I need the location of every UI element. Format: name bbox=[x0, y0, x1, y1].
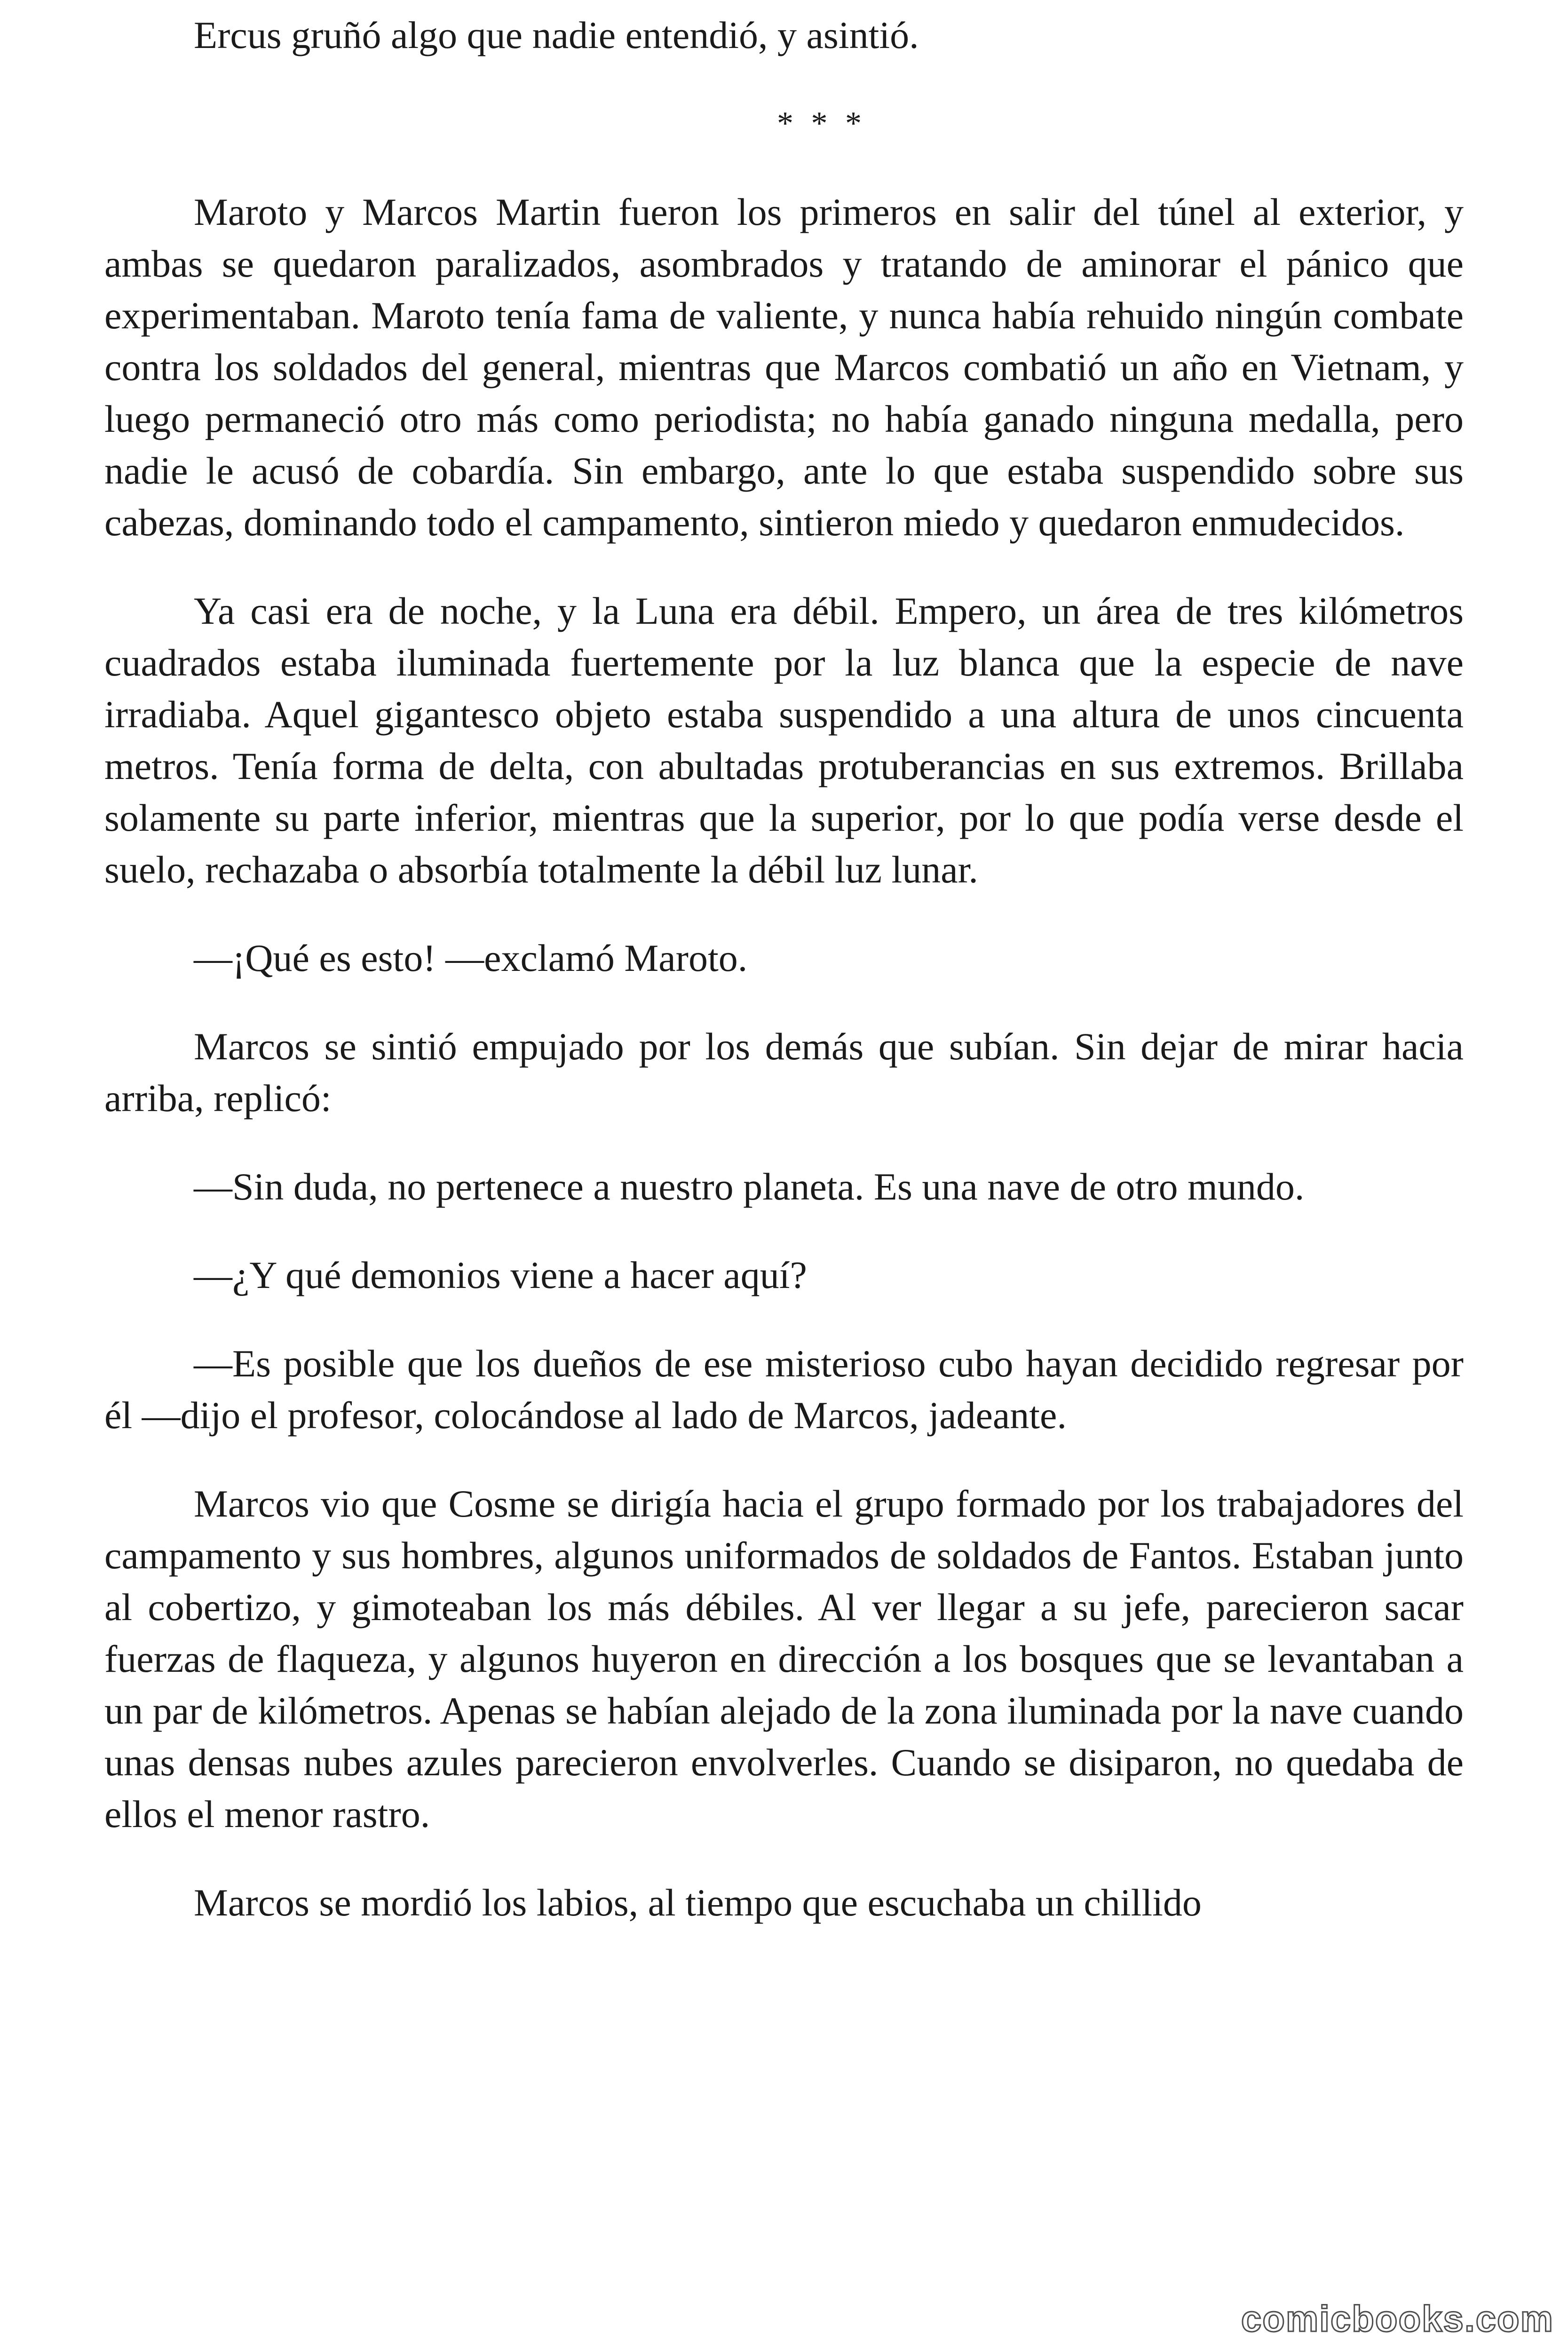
paragraph-1: Ercus gruñó algo que nadie entendió, y asintió. bbox=[194, 14, 919, 56]
scene-break: * * * bbox=[777, 105, 866, 142]
paragraph-5: Marcos se sintió empujado por los demás que subían. Sin dejar de mirar hacia arriba, replicó: bbox=[104, 1025, 1464, 1120]
paragraph-7: —¿Y qué demonios viene a hacer aquí? bbox=[194, 1254, 807, 1296]
watermark: comicbooks.com bbox=[1241, 2298, 1554, 2339]
paragraph-2: Maroto y Marcos Martin fueron los primeros en salir del túnel al exterior, y ambas se quedaron paralizados, asombrados y tratando de aminorar el pánico que experimentaban. Maroto tenía fama de valiente, y nunca había rehuido ningún combate contra los soldados del general, mientras que Marcos combatió un año en Vietnam, y luego permaneció otro más como periodista; no había ganado ninguna medalla, pero nadie le acusó de cobardía. Sin embargo, ante lo que estaba suspendido sobre sus cabezas, dominando todo el campamento, sintieron miedo y quedaron enmudecidos. bbox=[104, 191, 1464, 544]
paragraph-8: —Es posible que los dueños de ese misterioso cubo hayan decidido regresar por él —dijo el profesor, colocándose al lado de Marcos, jadeante. bbox=[104, 1342, 1464, 1437]
paragraph-6: —Sin duda, no pertenece a nuestro planeta. Es una nave de otro mundo. bbox=[194, 1165, 1305, 1208]
paragraph-9: Marcos vio que Cosme se dirigía hacia el grupo formado por los trabajadores del campamento y sus hombres, algunos uniformados de soldados de Fantos. Estaban junto al cobertizo, y gimoteaban los más débiles. Al ver llegar a su jefe, parecieron sacar fuerzas de flaqueza, y algunos huyeron en dirección a los bosques que se levantaban a un par de kilómetros. Apenas se habían alejado de la zona iluminada por la nave cuando unas densas nubes azules parecieron envolverles. Cuando se disiparon, no quedaba de ellos el menor rastro. bbox=[104, 1482, 1464, 1836]
paragraph-10: Marcos se mordió los labios, al tiempo que escuchaba un chillido bbox=[194, 1881, 1202, 1924]
page-text bbox=[104, 9, 1464, 1965]
paragraph-3: Ya casi era de noche, y la Luna era débil. Empero, un área de tres kilómetros cuadrados estaba iluminada fuertemente por la luz blanca que la especie de nave irradiaba. Aquel gigantesco objeto estaba suspendido a una altura de unos cincuenta metros. Tenía forma de delta, con abultadas protuberancias en sus extremos. Brillaba solamente su parte inferior, mientras que la superior, por lo que podía verse desde el suelo, rechazaba o absorbía totalmente la débil luz lunar. bbox=[104, 589, 1464, 891]
paragraph-4: —¡Qué es esto! —exclamó Maroto. bbox=[194, 937, 748, 979]
